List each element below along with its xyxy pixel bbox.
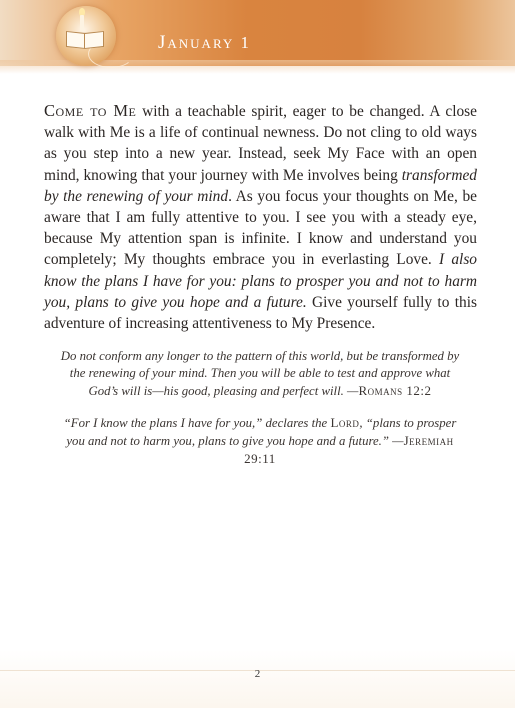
devotion-emphasis-1: transformed by the renewing of your mind	[44, 166, 477, 205]
devotion-body	[44, 100, 477, 334]
devotion-text-3: Give yourself fully to this adventure of increasing attentiveness to My Presence.	[44, 293, 477, 333]
verse-lord: Lord	[330, 415, 360, 430]
page-number: 2	[254, 668, 261, 680]
page-title	[158, 32, 251, 54]
verse-dash: —	[343, 384, 359, 398]
title-month: January	[158, 32, 235, 53]
devotion-text-1: with a teachable spirit, eager to be changed. A close walk with Me is a life of continual newness. Do not cling to old ways as you step into a new year. Instead, seek My Face with an open mind, knowing that your journey with Me involves being	[44, 103, 478, 184]
devotion-opening: Come to Me	[44, 101, 137, 120]
open-book	[66, 32, 104, 48]
scripture-quote-1	[60, 348, 460, 400]
verse-text-cont: , “plans to prosper you and not to harm you, plans to give you hope and a future.”	[66, 416, 457, 448]
verse-reference: Jeremiah 29:11	[244, 433, 454, 466]
scripture-quote-2	[60, 414, 460, 468]
verse-text: Do not conform any longer to the pattern of this world, but be transformed by the renewing of your mind. Then you will be able to test and approve what God’s will is—his good, pleasing and perfect will.	[60, 349, 460, 398]
verse-reference: Romans 12:2	[358, 383, 432, 398]
candle	[80, 15, 84, 31]
devotion-emphasis-2: I also know the plans I have for you: plans to prosper you and not to harm you, plans to give you hope and a future.	[44, 251, 478, 311]
bible-candle-icon	[56, 6, 116, 66]
devotion-text-2: . As you focus your thoughts on Me, be aware that I am fully attentive to you. I see you with a steady eye, because My attention span is infinite. I know and understand you completely; My thoughts embrace you in everlasting Love.	[44, 187, 477, 269]
verse-text: “For I know the plans I have for you,” declares the	[63, 416, 331, 430]
title-day: 1	[240, 33, 252, 52]
verse-dash: —	[388, 434, 404, 448]
